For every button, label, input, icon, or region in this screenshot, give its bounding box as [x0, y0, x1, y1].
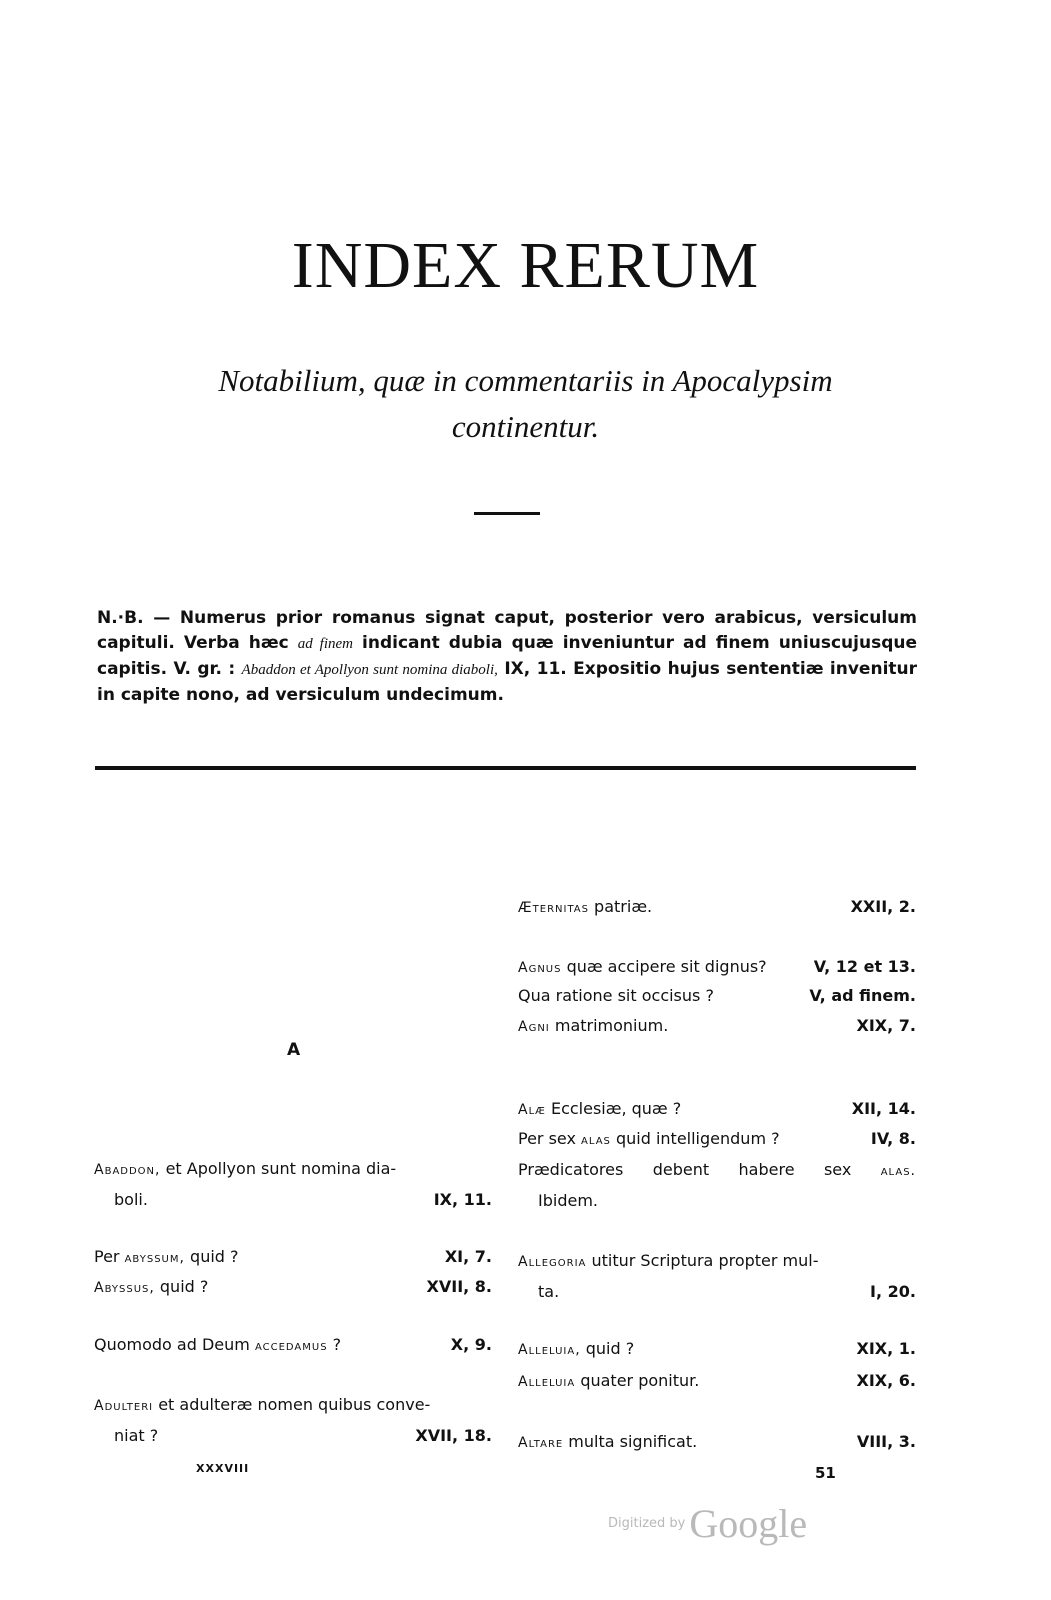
index-entry	[94, 1154, 492, 1215]
entry-term: Altare	[518, 1435, 564, 1451]
entry-reference: XI, 7.	[444, 1247, 492, 1266]
entry-text: et Apollyon sunt nomina dia-	[160, 1159, 397, 1178]
entry-line	[518, 1186, 916, 1216]
page-number: 51	[815, 1464, 836, 1482]
short-divider	[474, 512, 540, 515]
entry-term: Agnus	[518, 960, 562, 976]
entry-line	[94, 1272, 492, 1303]
entry-reference: XVII, 8.	[426, 1277, 492, 1296]
entry-term: alas	[581, 1132, 611, 1148]
entry-reference: XIX, 6.	[856, 1371, 916, 1390]
note-italic-ad-finem: ad finem	[297, 636, 353, 652]
entry-text: ?	[327, 1335, 342, 1354]
entry-reference: XIX, 1.	[856, 1339, 916, 1358]
page-title: INDEX RERUM	[291, 229, 760, 302]
entry-reference: IV, 8.	[870, 1129, 916, 1148]
index-entry	[94, 1390, 492, 1451]
entry-line	[518, 1277, 916, 1307]
entry-text: utitur Scriptura propter mul-	[586, 1251, 819, 1270]
entry-reference: XII, 14.	[851, 1099, 916, 1118]
note-italic-example: Abaddon et Apollyon sunt nomina diaboli,	[241, 662, 498, 678]
entry-text: niat ?	[114, 1426, 159, 1445]
entry-text: quid ?	[184, 1247, 239, 1266]
entry-reference: I, 20.	[870, 1282, 916, 1301]
watermark-google-text: Google	[689, 1501, 808, 1546]
nota-bene-paragraph	[97, 606, 917, 708]
index-entry	[94, 1242, 492, 1273]
index-entry	[94, 1272, 492, 1303]
note-middle: indicant dubia quæ inveniuntur ad finem uniuscujusque capitis. V. gr. :	[97, 633, 917, 679]
entry-text: et adulteræ nomen quibus conve-	[153, 1395, 431, 1414]
note-prefix: N.·B. — Numerus prior romanus signat caput, posterior vero arabicus, versiculum capituli. Verba hæc	[97, 608, 917, 653]
entry-line	[518, 1094, 916, 1125]
entry-reference: XXII, 2.	[850, 897, 916, 916]
entry-line	[94, 1185, 492, 1215]
entry-term: Alleluia,	[518, 1342, 581, 1358]
subtitle-line-2: continentur.	[451, 409, 600, 444]
index-entry	[518, 1366, 916, 1397]
entry-line	[518, 1366, 916, 1397]
entry-line	[518, 952, 916, 983]
index-entry	[94, 1330, 492, 1361]
entry-text: Per	[94, 1247, 125, 1266]
entry-text: Qua ratione sit occisus ?	[518, 986, 714, 1005]
entry-text: Ecclesiæ, quæ ?	[545, 1099, 682, 1118]
subtitle	[0, 358, 1051, 450]
entry-term: Alleluia	[518, 1374, 576, 1390]
entry-text: quid intelligendum ?	[610, 1129, 780, 1148]
entry-reference: XIX, 7.	[856, 1016, 916, 1035]
entry-line	[94, 1421, 492, 1451]
entry-term: Abaddon,	[94, 1162, 161, 1178]
entry-term: Abyssus,	[94, 1280, 155, 1296]
entry-line	[518, 892, 916, 923]
entry-text: matrimonium.	[549, 1016, 669, 1035]
signature-mark: XXXVIII	[196, 1462, 250, 1475]
index-entry	[518, 1094, 916, 1125]
section-divider	[95, 766, 916, 770]
entry-text: ta.	[538, 1282, 560, 1301]
entry-term: Agni	[518, 1019, 550, 1035]
entry-term: Adulteri	[94, 1398, 154, 1414]
entry-term: Æternitas	[518, 900, 589, 916]
index-entry	[518, 1334, 916, 1365]
entry-line	[518, 1155, 916, 1186]
entry-term: accedamus	[254, 1338, 328, 1354]
entry-reference: V, ad finem.	[809, 986, 916, 1005]
subtitle-line-1: Notabilium, quæ in commentariis in Apocalypsim	[218, 363, 833, 398]
entry-text: Prædicatores debent habere sex	[518, 1160, 881, 1179]
entry-line	[94, 1330, 492, 1361]
entry-term: alas.	[880, 1163, 916, 1179]
watermark-small-text: Digitized by	[608, 1516, 686, 1531]
entry-text: Ibidem.	[538, 1191, 598, 1210]
entry-text: multa significat.	[563, 1432, 698, 1451]
entry-line	[518, 1124, 916, 1155]
entry-text: quid ?	[154, 1277, 209, 1296]
entry-text: Per sex	[518, 1129, 582, 1148]
entry-line	[94, 1242, 492, 1273]
index-entry	[518, 1011, 916, 1042]
index-entry	[518, 892, 916, 923]
entry-text: patriæ.	[588, 897, 653, 916]
entry-term: Alæ	[518, 1102, 546, 1118]
entry-text: quæ accipere sit dignus?	[561, 957, 767, 976]
entry-line	[518, 1334, 916, 1365]
entry-text: boli.	[114, 1190, 148, 1209]
index-entry	[518, 952, 916, 983]
entry-reference: XVII, 18.	[415, 1426, 492, 1445]
entry-reference: VIII, 3.	[856, 1432, 916, 1451]
entry-term: abyssum,	[124, 1250, 185, 1266]
note-suffix: IX, 11. Expositio hujus sententiæ invenitur in capite nono, ad versiculum undecimum.	[97, 659, 918, 705]
index-entry	[518, 1427, 916, 1458]
entry-line	[518, 1427, 916, 1458]
index-entry	[518, 1124, 916, 1155]
entry-line	[518, 981, 916, 1011]
digitized-by-google-watermark	[608, 1500, 807, 1547]
entry-reference: IX, 11.	[433, 1190, 492, 1209]
entry-line	[518, 1246, 916, 1277]
section-letter: A	[287, 1040, 301, 1060]
entry-text: quater ponitur.	[575, 1371, 700, 1390]
entry-text: quid ?	[580, 1339, 635, 1358]
entry-line	[518, 1011, 916, 1042]
entry-line	[94, 1390, 492, 1421]
entry-reference: X, 9.	[450, 1335, 492, 1354]
index-entry	[518, 1246, 916, 1307]
index-entry	[518, 981, 916, 1011]
entry-text: Quomodo ad Deum	[94, 1335, 255, 1354]
entry-line	[94, 1154, 492, 1185]
entry-reference: V, 12 et 13.	[813, 957, 916, 976]
entry-term: Allegoria	[518, 1254, 587, 1270]
index-entry	[518, 1155, 916, 1216]
